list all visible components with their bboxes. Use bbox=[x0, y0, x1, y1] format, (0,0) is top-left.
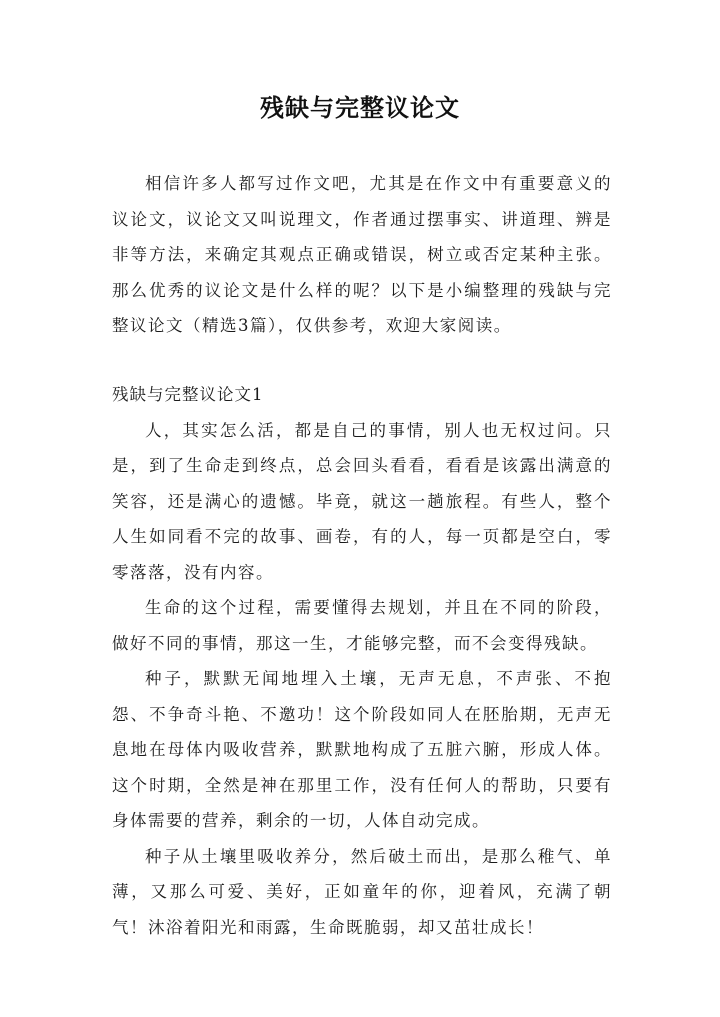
intro-paragraph: 相信许多人都写过作文吧，尤其是在作文中有重要意义的议论文，议论文又叫说理文，作者通过摆事实、讲道理、辨是非等方法，来确定其观点正确或错误，树立或否定某种主张。那么优秀的议论文是什么样的呢？以下是小编整理的残缺与完整议论文（精选3篇），仅供参考，欢迎大家阅读。 bbox=[112, 174, 612, 335]
intro-block bbox=[112, 166, 612, 344]
section-heading: 残缺与完整议论文1 bbox=[112, 385, 264, 404]
body-paragraph-3: 种子，默默无闻地埋入土壤，无声无息，不声张、不抱怨、不争奇斗艳、不邀功！这个阶段如同人在胚胎期，无声无息地在母体内吸收营养，默默地构成了五脏六腑，形成人体。这个时期，全然是神在那里工作，没有任何人的帮助，只要有身体需要的营养，剩余的一切，人体自动完成。 bbox=[112, 669, 612, 830]
body-paragraph-2: 生命的这个过程，需要懂得去规划，并且在不同的阶段，做好不同的事情，那这一生，才能够完整，而不会变得残缺。 bbox=[112, 598, 612, 653]
section-1 bbox=[112, 377, 612, 945]
page-title: 残缺与完整议论文 bbox=[260, 93, 460, 122]
body-paragraph-1: 人，其实怎么活，都是自己的事情，别人也无权过问。只是，到了生命走到终点，总会回头看看，看看是该露出满意的笑容，还是满心的遗憾。毕竟，就这一趟旅程。有些人，整个人生如同看不完的故事、画卷，有的人，每一页都是空白，零零落落，没有内容。 bbox=[112, 420, 612, 582]
body-paragraph-4: 种子从土壤里吸收养分，然后破土而出，是那么稚气、单薄，又那么可爱、美好，正如童年的你，迎着风，充满了朝气！沐浴着阳光和雨露，生命既脆弱，却又茁壮成长！ bbox=[112, 846, 612, 937]
